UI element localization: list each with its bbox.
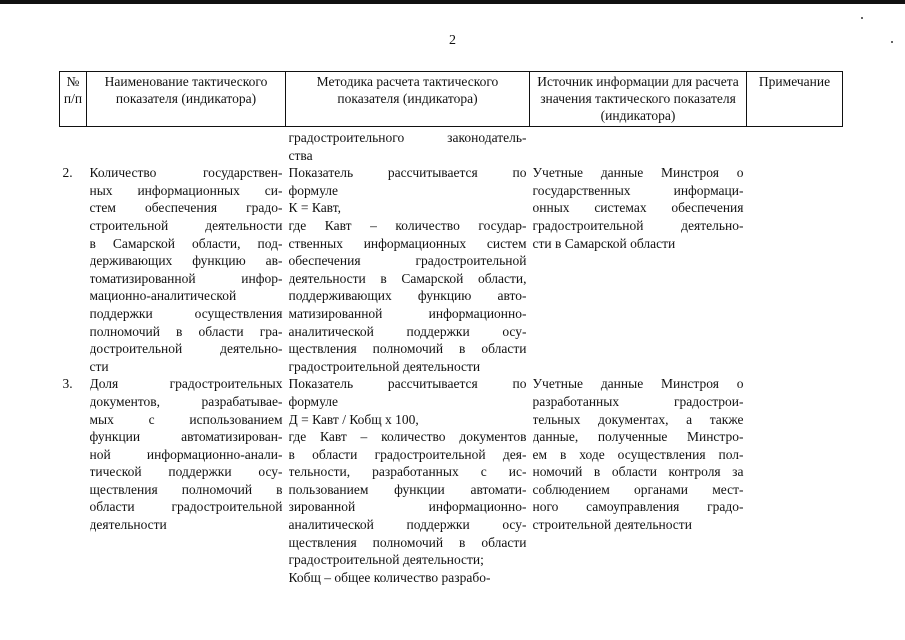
method-line: Показатель рассчитывается по bbox=[288, 165, 527, 181]
name-line: ществления полномочий в bbox=[89, 481, 283, 497]
method-line: ществления полномочий в области bbox=[288, 534, 527, 550]
source-line: Учетные данные Минстроя о bbox=[532, 165, 744, 181]
method-line: где Кавт – количество государ- bbox=[288, 217, 527, 233]
method-line: градостроительной деятельности bbox=[288, 358, 481, 374]
source-line: Учетные данные Минстроя о bbox=[532, 376, 744, 392]
method-line: зированной информационно- bbox=[288, 499, 527, 515]
indicators-table bbox=[59, 71, 843, 586]
source-line: разработанных градострои- bbox=[532, 393, 744, 409]
name-line: томатизированной инфор- bbox=[89, 270, 283, 286]
method-line: обеспечения градостроительной bbox=[288, 253, 527, 269]
name-line: области градостроительной bbox=[89, 499, 283, 515]
header-source: Источник информации для расчета значения тактического показателя (индикатора) bbox=[530, 72, 747, 127]
continuation-method bbox=[286, 127, 530, 165]
name-line: полномочий в области гра- bbox=[89, 323, 283, 339]
note-cell bbox=[747, 375, 843, 586]
note-cell bbox=[747, 164, 843, 375]
information-source bbox=[530, 375, 747, 586]
table-row bbox=[60, 375, 843, 586]
method-line: тельности, разработанных с ис- bbox=[288, 464, 527, 480]
method-line: формуле bbox=[288, 182, 338, 198]
method-line: ственных информационных систем bbox=[288, 235, 527, 251]
indicator-name bbox=[87, 164, 286, 375]
source-line: ного самоуправления градо- bbox=[532, 499, 744, 515]
calculation-method bbox=[286, 375, 530, 586]
header-note: Примечание bbox=[747, 72, 843, 127]
calculation-method bbox=[286, 164, 530, 375]
method-line: ществления полномочий в области bbox=[288, 341, 527, 357]
source-line: строительной деятельности bbox=[532, 517, 692, 533]
name-line: строительной деятельности bbox=[89, 217, 283, 233]
name-line: Количество государствен- bbox=[89, 165, 283, 181]
name-line: деятельности bbox=[89, 517, 167, 533]
source-line: тельных документах, а также bbox=[532, 411, 744, 427]
name-line: тической поддержки осу- bbox=[89, 464, 283, 480]
header-method: Методика расчета тактического показателя (индикатора) bbox=[286, 72, 530, 127]
header-name: Наименование тактического показателя (индикатора) bbox=[87, 72, 286, 127]
information-source bbox=[530, 164, 747, 375]
method-line: аналитической поддержки осу- bbox=[288, 517, 527, 533]
header-num: № п/п bbox=[60, 72, 87, 127]
method-line: пользованием функции автомати- bbox=[288, 481, 527, 497]
continuation-row bbox=[60, 127, 843, 165]
source-line: онных системах обеспечения bbox=[532, 200, 744, 216]
source-line: данные, полученные Минстро- bbox=[532, 429, 744, 445]
method-line: матизированной информационно- bbox=[288, 305, 527, 321]
source-line: ем в ходе осуществления пол- bbox=[532, 446, 744, 462]
name-line: ных информационных си- bbox=[89, 182, 283, 198]
method-line: К = Кавт, bbox=[288, 200, 341, 216]
method-line: Кобщ – общее количество разрабо- bbox=[288, 569, 491, 585]
method-line: Показатель рассчитывается по bbox=[288, 376, 527, 392]
method-line: ства bbox=[288, 147, 313, 163]
row-number: 3. bbox=[62, 376, 73, 392]
method-line: градостроительного законодатель- bbox=[288, 130, 527, 145]
name-line: держивающих функцию ав- bbox=[89, 253, 283, 269]
source-line: соблюдением органами мест- bbox=[532, 481, 744, 497]
name-line: функции автоматизирован- bbox=[89, 429, 283, 445]
name-line: документов, разрабатывае- bbox=[89, 393, 283, 409]
name-line: ной информационно-анали- bbox=[89, 446, 283, 462]
method-line: где Кавт – количество документов bbox=[288, 429, 527, 445]
source-line: государственных информаци- bbox=[532, 182, 744, 198]
method-line: поддерживающих функцию авто- bbox=[288, 288, 527, 304]
source-line: номочий в области контроля за bbox=[532, 464, 744, 480]
method-line: Д = Кавт / Кобщ х 100, bbox=[288, 411, 419, 427]
name-line: Доля градостроительных bbox=[89, 376, 283, 392]
top-border-line bbox=[0, 0, 905, 4]
method-line: аналитической поддержки осу- bbox=[288, 323, 527, 339]
table-row bbox=[60, 164, 843, 375]
method-line: градостроительной деятельности; bbox=[288, 552, 484, 568]
method-line: деятельности в Самарской области, bbox=[288, 270, 527, 286]
source-line: градостроительной деятельно- bbox=[532, 217, 744, 233]
name-line: достроительной деятельно- bbox=[89, 341, 283, 357]
name-line: поддержки осуществления bbox=[89, 305, 283, 321]
scan-speck bbox=[861, 17, 863, 19]
method-line: в области градостроительной дея- bbox=[288, 446, 527, 462]
name-line: мационно-аналитической bbox=[89, 288, 237, 304]
source-line: сти в Самарской области bbox=[532, 235, 676, 251]
method-line: формуле bbox=[288, 393, 338, 409]
name-line: в Самарской области, под- bbox=[89, 235, 283, 251]
name-line: мых с использованием bbox=[89, 411, 283, 427]
table-header-row bbox=[60, 72, 843, 127]
indicator-name bbox=[87, 375, 286, 586]
name-line: сти bbox=[89, 358, 109, 374]
page-number: 2 bbox=[449, 33, 456, 48]
row-number: 2. bbox=[62, 165, 73, 181]
name-line: стем обеспечения градо- bbox=[89, 200, 283, 216]
